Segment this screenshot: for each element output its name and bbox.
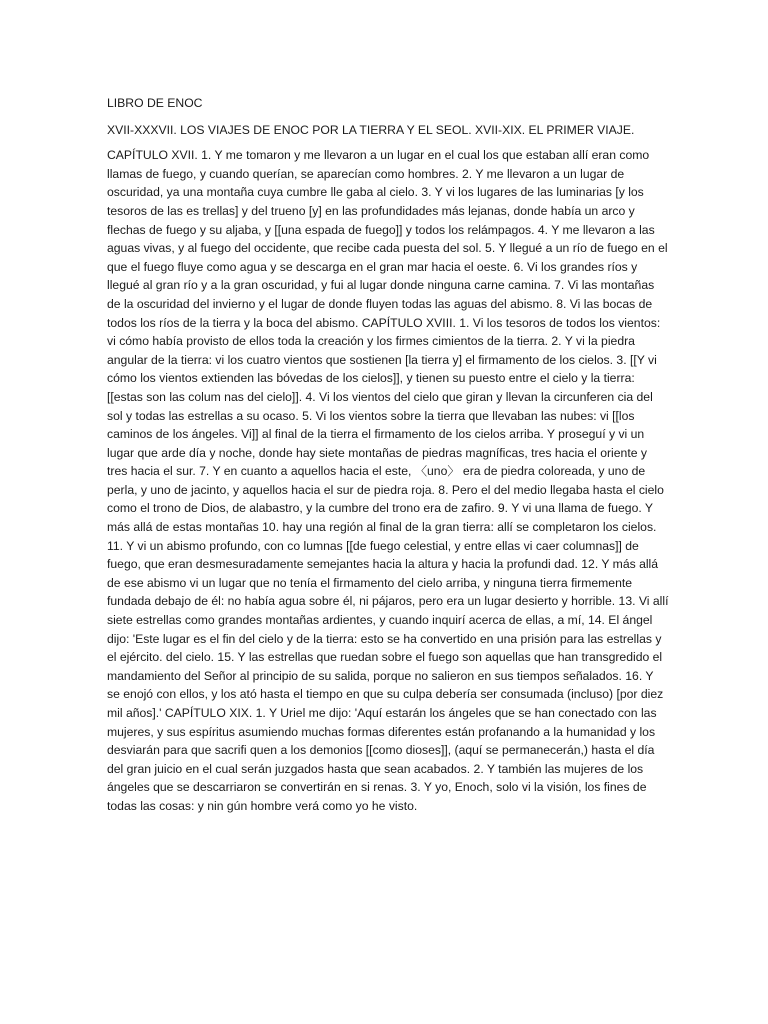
document-subtitle: XVII-XXXVII. LOS VIAJES DE ENOC POR LA TIERRA Y EL SEOL. XVII-XIX. EL PRIMER VIAJE.	[107, 122, 635, 137]
document-title: LIBRO DE ENOC	[107, 96, 203, 110]
document-page	[107, 94, 669, 816]
document-body-text: CAPÍTULO XVII. 1. Y me tomaron y me llevaron a un lugar en el cual los que estaban allí eran como llamas de fuego, y cuando querían, se aparecían como hombres. 2. Y me llevaron a un lugar de oscuridad, ya una montaña cuya cumbre lle gaba al cielo. 3. Y vi los lugares de las luminarias [y los tesoros de las es trellas] y del trueno [y] en las profundidades más lejanas, donde había un arco y flechas de fuego y su aljaba, y [[una espada de fuego]] y todos los relámpagos. 4. Y me llevaron a las aguas vivas, y al fuego del occidente, que recibe cada puesta del sol. 5. Y llegué a un río de fuego en el que el fuego fluye como agua y se descarga en el gran mar hacia el oeste. 6. Vi los grandes ríos y llegué al gran río y a la gran oscuridad, y fui al lugar donde ninguna carne camina. 7. Vi las montañas de la oscuridad del invierno y el lugar de donde fluyen todas las aguas del abismo. 8. Vi las bocas de todos los ríos de la tierra y la boca del abismo. CAPÍTULO XVIII. 1. Vi los tesoros de todos los vientos: vi cómo había provisto de ellos toda la creación y los firmes cimientos de la tierra. 2. Y vi la piedra angular de la tierra: vi los cuatro vientos que sostienen [la tierra y] el firmamento de los cielos. 3. [[Y vi cómo los vientos extienden las bóvedas de los cielos]], y tienen su puesto entre el cielo y la tierra: [[estas son las colum nas del cielo]]. 4. Vi los vientos del cielo que giran y llevan la circunferen cia del sol y todas las estrellas a su ocaso. 5. Vi los vientos sobre la tierra que llevaban las nubes: vi [[los caminos de los ángeles. Vi]] al final de la tierra el firmamento de los cielos arriba. Y proseguí y vi un lugar que arde día y noche, donde hay siete montañas de piedras magníficas, tres hacia el oriente y tres hacia el sur. 7. Y en cuanto a aquellos hacia el este, 〈uno〉 era de piedra coloreada, y uno de perla, y uno de jacinto, y aquellos hacia el sur de piedra roja. 8. Pero el del medio llegaba hasta el cielo como el trono de Dios, de alabastro, y la cumbre del trono era de zafiro. 9. Y vi una llama de fuego. Y más allá de estas montañas 10. hay una región al final de la gran tierra: allí se completaron los cielos. 11. Y vi un abismo profundo, con co lumnas [[de fuego celestial, y entre ellas vi caer columnas]] de fuego, que eran desmesuradamente semejantes hacia la altura y hacia la profundi dad. 12. Y más allá de ese abismo vi un lugar que no tenía el firmamento del cielo arriba, y ninguna tierra firmemente fundada debajo de él: no había agua sobre él, ni pájaros, pero era un lugar desierto y horrible. 13. Vi allí siete estrellas como grandes montañas ardientes, y cuando inquirí acerca de ellas, a mí, 14. El ángel dijo: 'Este lugar es el fin del cielo y de la tierra: esto se ha convertido en una prisión para las estrellas y el ejército. del cielo. 15. Y las estrellas que ruedan sobre el fuego son aquellas que han transgredido el mandamiento del Señor al principio de su salida, porque no salieron en sus tiempos señalados. 16. Y se enojó con ellos, y los ató hasta el tiempo en que su culpa debería ser consumada (incluso) [por diez mil años].' CAPÍTULO XIX. 1. Y Uriel me dijo: 'Aquí estarán los ángeles que se han conectado con las mujeres, y sus espíritus asumiendo muchas formas diferentes están profanando a la humanidad y los desviarán para que sacrifi quen a los demonios [[como dioses]], (aquí se permanecerán,) hasta el día del gran juicio en el cual serán juzgados hasta que sean acabados. 2. Y también las mujeres de los ángeles que se descarriaron se convertirán en si renas. 3. Y yo, Enoch, solo vi la visión, los fines de todas las cosas: y nin gún hombre verá como yo he visto.	[107, 148, 669, 813]
